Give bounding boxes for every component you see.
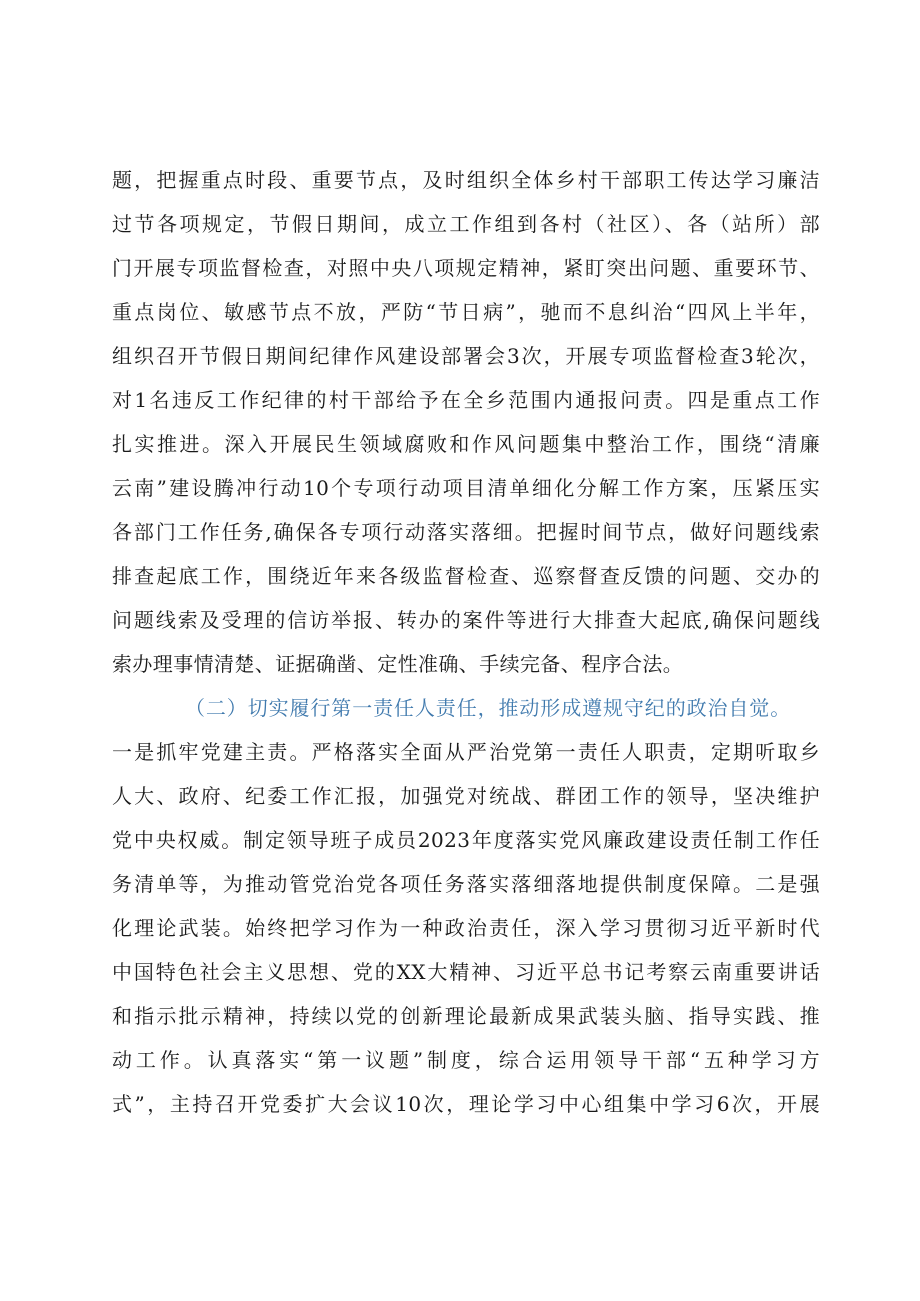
text-line: 过节各项规定，节假日期间，成立工作组到各村（社区）、各（站所）部 <box>112 212 820 236</box>
text-line: 务清单等，为推动管党治党各项任务落实落细落地提供制度保障。二是强 <box>112 872 820 896</box>
text-line: 人大、政府、纪委工作汇报，加强党对统战、群团工作的领导，坚决维护 <box>112 784 820 808</box>
text-line: 问题线索及受理的信访举报、转办的案件等进行大排查大起底,确保问题线 <box>112 608 820 632</box>
text-line: 一是抓牢党建主责。严格落实全面从严治党第一责任人职责，定期听取乡 <box>112 740 820 764</box>
section-heading: （二）切实履行第一责任人责任，推动形成遵规守纪的政治自觉。 <box>185 696 792 720</box>
text-line: 索办理事情清楚、证据确凿、定性准确、手续完备、程序合法。 <box>112 652 684 676</box>
text-line: 中国特色社会主义思想、党的XX大精神、习近平总书记考察云南重要讲话 <box>112 960 820 984</box>
text-line: 重点岗位、敏感节点不放，严防“节日病”，驰而不息纠治“四风上半年， <box>112 300 820 324</box>
text-line: 门开展专项监督检查，对照中央八项规定精神，紧盯突出问题、重要环节、 <box>112 256 820 280</box>
text-line: 对1名违反工作纪律的村干部给予在全乡范围内通报问责。四是重点工作 <box>112 388 820 412</box>
text-line: 云南”建设腾冲行动10个专项行动项目清单细化分解工作方案，压紧压实 <box>112 476 820 500</box>
text-line: 题，把握重点时段、重要节点，及时组织全体乡村干部职工传达学习廉洁 <box>112 168 820 192</box>
text-line: 扎实推进。深入开展民生领域腐败和作风问题集中整治工作，围绕“清廉 <box>112 432 820 456</box>
text-line: 动工作。认真落实“第一议题”制度，综合运用领导干部“五种学习方 <box>112 1048 820 1072</box>
text-line: 组织召开节假日期间纪律作风建设部署会3次，开展专项监督检查3轮次， <box>112 344 820 368</box>
text-line: 化理论武装。始终把学习作为一种政治责任，深入学习贯彻习近平新时代 <box>112 916 820 940</box>
text-line: 式”，主持召开党委扩大会议10次，理论学习中心组集中学习6次，开展 <box>112 1092 820 1116</box>
text-line: 各部门工作任务,确保各专项行动落实落细。把握时间节点，做好问题线索 <box>112 520 820 544</box>
text-line: 排查起底工作，围绕近年来各级监督检查、巡察督查反馈的问题、交办的 <box>112 564 820 588</box>
text-line: 和指示批示精神，持续以党的创新理论最新成果武装头脑、指导实践、推 <box>112 1004 820 1028</box>
text-line: 党中央权威。制定领导班子成员2023年度落实党风廉政建设责任制工作任 <box>112 828 820 852</box>
